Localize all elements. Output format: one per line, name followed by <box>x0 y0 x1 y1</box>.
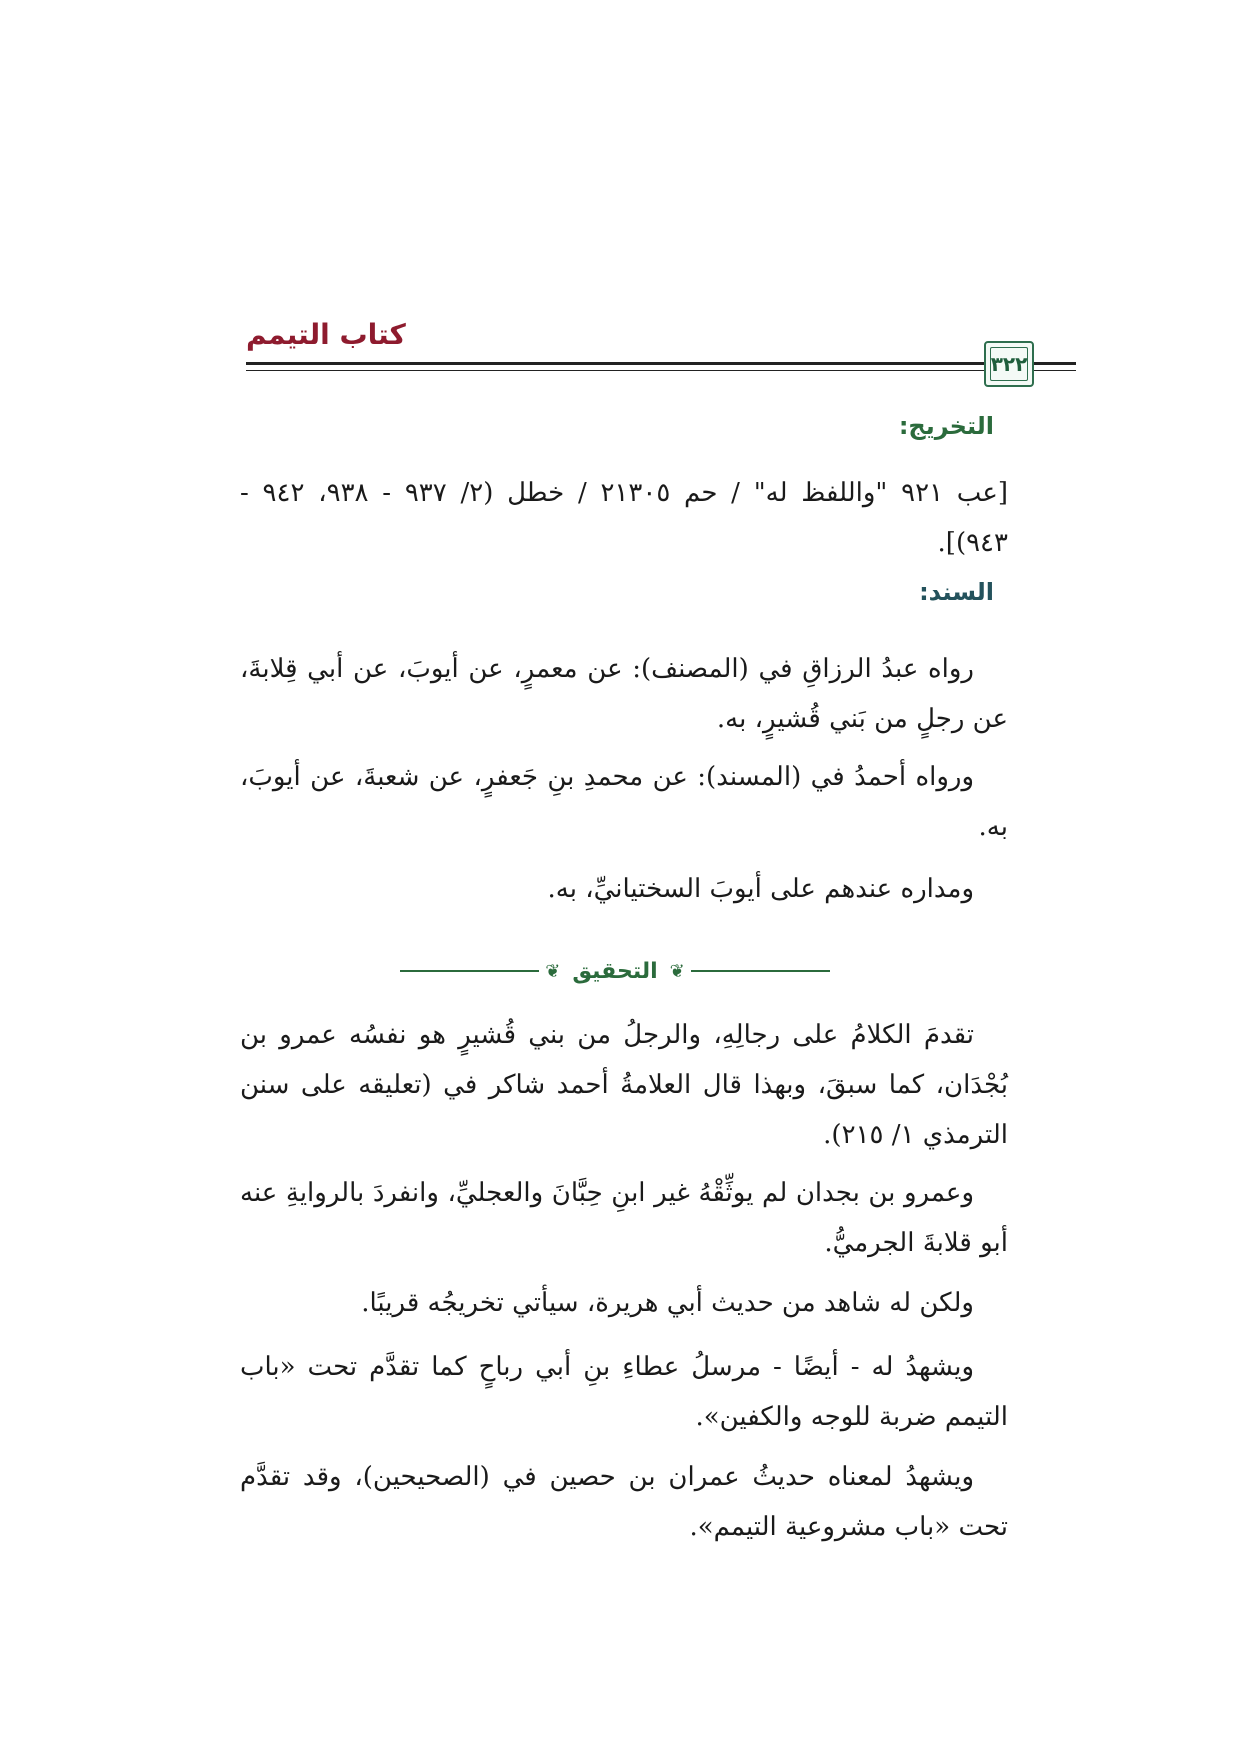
header-rule <box>246 370 984 371</box>
chapter-title: كتاب التيمم <box>246 318 406 351</box>
ornament-icon: ❦ <box>545 960 561 982</box>
divider-line <box>691 970 830 972</box>
section-divider <box>400 954 830 988</box>
tahqiq-paragraph: تقدمَ الكلامُ على رجالِهِ، والرجلُ من بني قُشيرٍ هو نفسُه عمرو بن بُجْدَان، كما سبقَ، وبهذا قال العلامةُ أحمد شاكر في (تعليقه على سنن الترمذي ١/ ٢١٥). <box>240 1020 1008 1150</box>
sanad-paragraph: ومداره عندهم على أيوبَ السختيانيِّ، به. <box>547 874 974 904</box>
sanad-paragraph: رواه عبدُ الرزاقِ في (المصنف): عن معمرٍ، عن أيوبَ، عن أبي قِلابةَ، عن رجلٍ من بَني قُشيرٍ، به. <box>240 654 1008 734</box>
header-rule <box>246 362 984 365</box>
page-number: ٣٢٢ <box>990 352 1028 376</box>
sanad-paragraph: ورواه أحمدُ في (المسند): عن محمدِ بنِ جَعفرٍ، عن شعبةَ، عن أيوبَ، به. <box>240 762 1008 842</box>
ornament-icon: ❦ <box>669 960 685 982</box>
tahqiq-paragraph: ويشهدُ لمعناه حديثُ عمران بن حصين في (الصحيحين)، وقد تقدَّم تحت «باب مشروعية التيمم». <box>240 1462 1008 1542</box>
tahqiq-paragraph: ويشهدُ له - أيضًا - مرسلُ عطاءِ بنِ أبي رباحٍ كما تقدَّم تحت «باب التيمم ضربة للوجه والكفين». <box>240 1352 1008 1432</box>
header-rule <box>1034 362 1076 365</box>
tahqiq-paragraph: وعمرو بن بجدان لم يوثِّقْهُ غير ابنِ حِبَّانَ والعجليِّ، وانفردَ بالروايةِ عنه أبو قلابةَ الجرميُّ. <box>240 1178 1008 1258</box>
sanad-heading: السند: <box>919 578 994 606</box>
divider-line <box>400 970 539 972</box>
takhrij-text: [عب ٩٢١ "واللفظ له" / حم ٢١٣٠٥ / خطل (٢/ ٩٣٧ - ٩٣٨، ٩٤٢ - ٩٤٣)]. <box>240 478 1008 558</box>
takhrij-heading: التخريج: <box>898 412 994 440</box>
tahqiq-heading: التحقيق <box>572 958 658 984</box>
tahqiq-paragraph: ولكن له شاهد من حديث أبي هريرة، سيأتي تخريجُه قريبًا. <box>361 1288 974 1318</box>
page-number-badge <box>984 341 1034 387</box>
header-rule <box>1034 370 1076 371</box>
